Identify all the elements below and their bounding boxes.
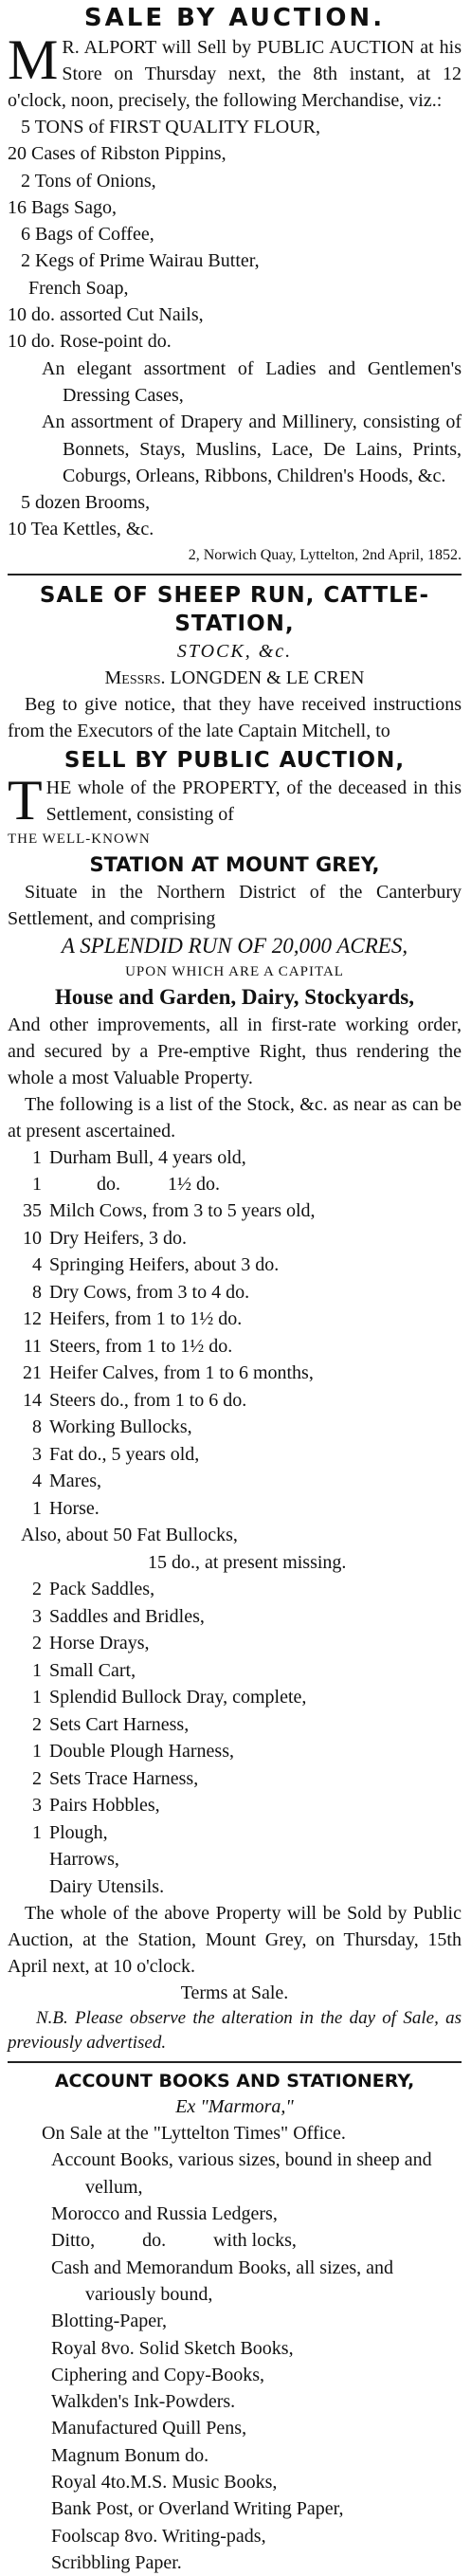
list-item: 2 Kegs of Prime Wairau Butter, [21, 250, 260, 272]
list-item: 5 dozen Brooms, [21, 492, 151, 514]
list-item: Ditto, do. with locks, [51, 2230, 297, 2252]
list-item: 2 Sets Cart Harness, [32, 1713, 190, 1735]
ad1-heading: SALE BY AUCTION. [83, 4, 386, 32]
list-item: 14 Steers do., from 1 to 6 do. [23, 1389, 247, 1411]
ad2-closing: The whole of the above Property will be Sold by Public Auction, at the Station, Mount Grey, on Thursday, 15th April next, at 10 o'clock. [8, 1903, 462, 1978]
list-item: Royal 4to.M.S. Music Books, [51, 2472, 278, 2494]
list-item: Morocco and Russia Ledgers, [51, 2203, 278, 2225]
ad2-heading2: SELL BY PUBLIC AUCTION, [63, 747, 406, 773]
ad2-house: House and Garden, Dairy, Stockyards, [55, 984, 414, 1009]
ad2-equipment-list [8, 1576, 462, 1900]
ad1-intro: M R. ALPORT will Sell by PUBLIC AUCTION at his Store on Thursday next, the 8th instant, at 12 o'clock, noon, precisely, the following Merchandise, viz.: [8, 28, 462, 111]
list-item: Account Books, various sizes, bound in sheep and vellum, [51, 2149, 432, 2198]
ad2-situate: Situate in the Northern District of the Canterbury Settlement, and comprising [8, 881, 462, 929]
list-item: 5 TONS of FIRST QUALITY FLOUR, [21, 117, 320, 137]
list-item: 3 Fat do., 5 years old, [32, 1443, 200, 1465]
ad2-list-intro: The following is a list of the Stock, &c. as near as can be at present ascertained. [8, 1093, 462, 1142]
list-item: 1 Horse. [32, 1497, 100, 1519]
list-item: Magnum Bonum do. [51, 2444, 209, 2466]
list-item: 21 Heifer Calves, from 1 to 6 months, [23, 1362, 314, 1384]
list-item: Dairy Utensils. [49, 1875, 165, 1897]
list-item: 6 Bags of Coffee, [21, 224, 154, 246]
list-item: 8 Working Bullocks, [32, 1416, 192, 1438]
ad2-terms: Terms at Sale. [180, 1982, 289, 2004]
list-item: An elegant assortment of Ladies and Gentlemen's Dressing Cases, [42, 357, 462, 406]
ad-account-books [8, 2069, 462, 2576]
list-item: Royal 8vo. Solid Sketch Books, [51, 2337, 294, 2359]
ad3-ex: Ex "Marmora," [175, 2096, 294, 2118]
ad3-on-sale: On Sale at the "Lyttelton Times" Office. [42, 2123, 346, 2145]
list-item: 2 Sets Trace Harness, [32, 1767, 199, 1789]
ad2-well-known: THE WELL-KNOWN [8, 831, 151, 847]
ad2-station: STATION AT MOUNT GREY, [89, 852, 380, 876]
list-item: Bank Post, or Overland Writing Paper, [51, 2498, 344, 2520]
list-item: 1 Plough, [32, 1821, 108, 1843]
list-item: 10 Dry Heifers, 3 do. [23, 1227, 187, 1249]
list-item: Manufactured Quill Pens, [51, 2418, 247, 2439]
list-item: 2 Tons of Onions, [21, 170, 156, 192]
ad2-also-missing: 15 do., at present missing. [148, 1551, 347, 1573]
list-item: 8 Dry Cows, from 3 to 4 do. [32, 1281, 250, 1303]
list-item: 35 Milch Cows, from 3 to 5 years old, [23, 1200, 316, 1222]
list-item: 12 Heifers, from 1 to 1½ do. [23, 1308, 243, 1330]
ad2-capital: UPON WHICH ARE A CAPITAL [125, 963, 344, 979]
list-item: 10 Tea Kettles, &c. [8, 519, 154, 540]
list-item: Ciphering and Copy-Books, [51, 2364, 264, 2385]
list-item: Blotting-Paper, [51, 2311, 167, 2332]
list-item: Walkden's Ink-Powders. [51, 2391, 236, 2413]
ad2-agents: Messrs. LONGDEN & LE CREN [104, 667, 365, 688]
ad-alport-auction [8, 4, 462, 568]
ad2-improvements: And other improvements, all in first-rate working order, and secured by a Pre-emptive Right, thus rendering the whole a most Valuable Property. [8, 1014, 462, 1088]
ad2-note: N.B. Please observe the alteration in the day of Sale, as previously advertised. [8, 2008, 462, 2054]
list-item: 1 Double Plough Harness, [32, 1741, 234, 1763]
list-item: 3 Pairs Hobbles, [32, 1795, 160, 1817]
ad3-item-list [8, 2147, 462, 2576]
list-item: 10 do. Rose-point do. [8, 331, 172, 353]
list-item: 4 Springing Heifers, about 3 do. [32, 1254, 280, 1276]
ad2-run: A SPLENDID RUN OF 20,000 ACRES, [61, 933, 408, 958]
ad2-para: THE whole of the PROPERTY, of the deceased in this Settlement, consisting of [8, 768, 462, 831]
list-item: 20 Cases of Ribston Pippins, [8, 143, 226, 165]
ad2-subheading: STOCK, &c. [176, 640, 293, 662]
list-item: Harrows, [49, 1849, 119, 1871]
list-item: 3 Saddles and Bridles, [32, 1605, 205, 1627]
ad-sheep-run-sale [8, 581, 462, 2056]
list-item: 11 Steers, from 1 to 1½ do. [23, 1335, 233, 1357]
list-item: Cash and Memorandum Books, all sizes, and variously bound, [51, 2256, 394, 2305]
ad1-item-list [8, 114, 462, 543]
ad2-also: Also, about 50 Fat Bullocks, [21, 1525, 238, 1546]
divider [8, 574, 462, 575]
ad3-heading: ACCOUNT BOOKS AND STATIONERY, [54, 2071, 415, 2092]
ad2-intro: Beg to give notice, that they have received instructions from the Executors of the late Captain Mitchell, to [8, 693, 462, 741]
list-item: French Soap, [28, 277, 129, 299]
ad1-dropcap: M [8, 28, 59, 91]
ad2-heading: SALE OF SHEEP RUN, CATTLE-STATION, [39, 582, 430, 636]
list-item: 16 Bags Sago, [8, 196, 117, 218]
ad2-dropcap: T [8, 768, 43, 831]
list-item: 1 do. 1½ do. [32, 1174, 220, 1196]
list-item: 10 do. assorted Cut Nails, [8, 304, 204, 326]
list-item: 2 Pack Saddles, [32, 1579, 155, 1600]
list-item: 1 Splendid Bullock Dray, complete, [32, 1687, 307, 1708]
ad1-footer: 2, Norwich Quay, Lyttelton, 2nd April, 1852. [188, 546, 462, 563]
list-item: 4 Mares, [32, 1471, 101, 1492]
divider [8, 2061, 462, 2063]
list-item: An assortment of Drapery and Millinery, consisting of Bonnets, Stays, Muslins, Lace, De Lains, Prints, Coburgs, Orleans, Ribbons, Children's Hoods, &c. [42, 411, 462, 486]
list-item: Scribbling Paper. [51, 2551, 182, 2573]
list-item: 2 Horse Drays, [32, 1633, 150, 1654]
list-item: 1 Durham Bull, 4 years old, [32, 1146, 246, 1168]
list-item: 1 Small Cart, [32, 1659, 136, 1681]
ad2-stock-list [8, 1144, 462, 1523]
list-item: Foolscap 8vo. Writing-pads, [51, 2525, 266, 2547]
